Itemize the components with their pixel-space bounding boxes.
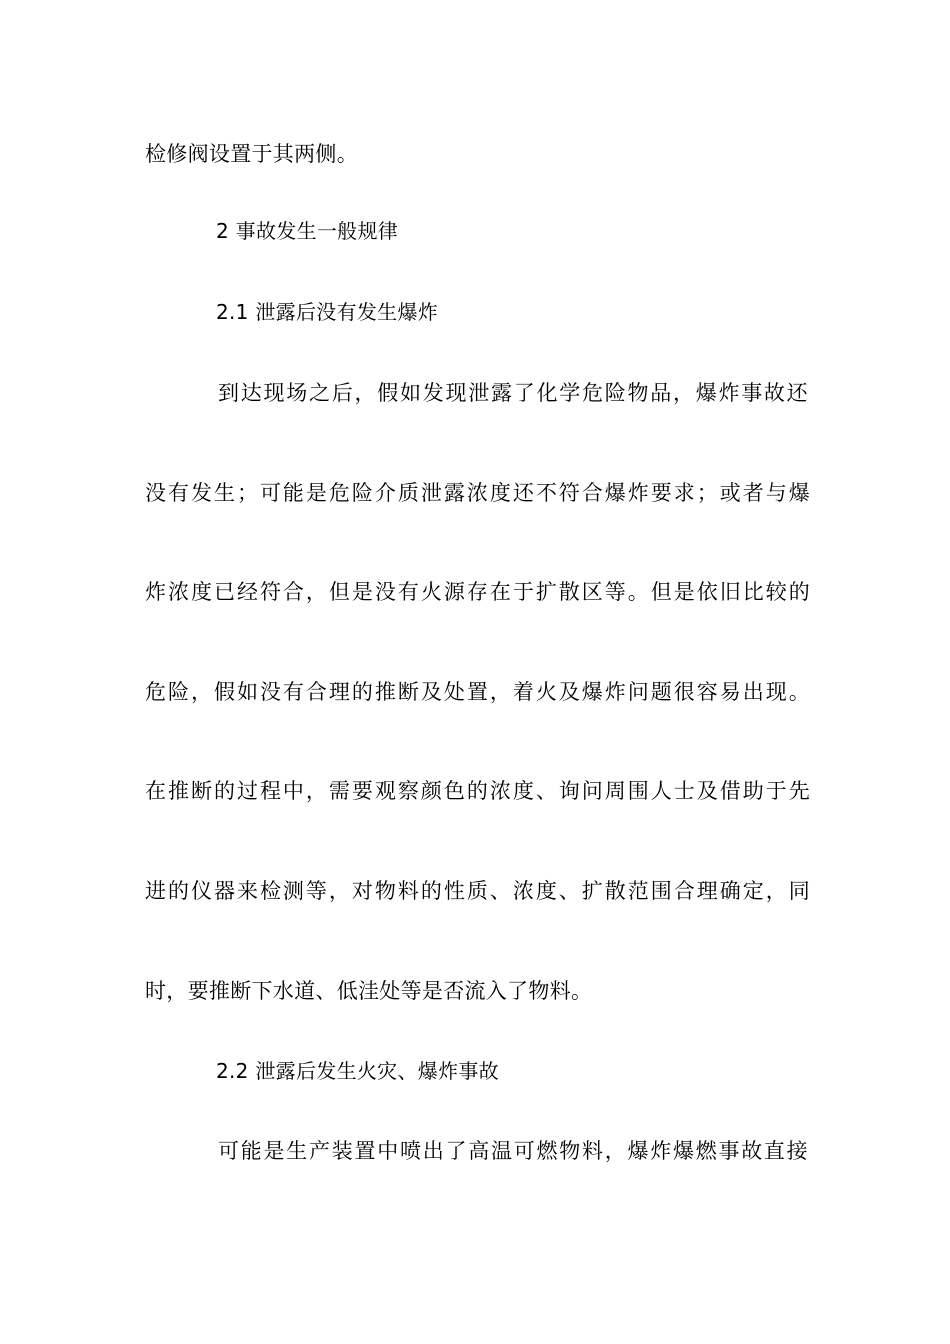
paragraph-line: 没有发生；可能是危险介质泄露浓度还不符合爆炸要求；或者与爆 <box>145 481 810 505</box>
subsection-heading: 2.2 泄露后发生火灾、爆炸事故 <box>216 1059 499 1083</box>
subsection-heading: 2.1 泄露后没有发生爆炸 <box>216 300 439 324</box>
paragraph-line: 时，要推断下水道、低洼处等是否流入了物料。 <box>145 979 593 1003</box>
paragraph-line: 到达现场之后，假如发现泄露了化学危险物品，爆炸事故还 <box>218 381 808 405</box>
section-heading: 2 事故发生一般规律 <box>216 219 399 243</box>
paragraph-line: 在推断的过程中，需要观察颜色的浓度、询问周围人士及借助于先 <box>145 779 810 803</box>
paragraph-line: 炸浓度已经符合，但是没有火源存在于扩散区等。但是依旧比较的 <box>145 580 810 604</box>
paragraph-line: 危险，假如没有合理的推断及处置，着火及爆炸问题很容易出现。 <box>145 680 810 704</box>
paragraph-line: 检修阀设置于其两侧。 <box>145 142 358 166</box>
paragraph-line: 进的仪器来检测等，对物料的性质、浓度、扩散范围合理确定，同 <box>145 879 810 903</box>
paragraph-line: 可能是生产装置中喷出了高温可燃物料，爆炸爆燃事故直接 <box>218 1139 808 1163</box>
